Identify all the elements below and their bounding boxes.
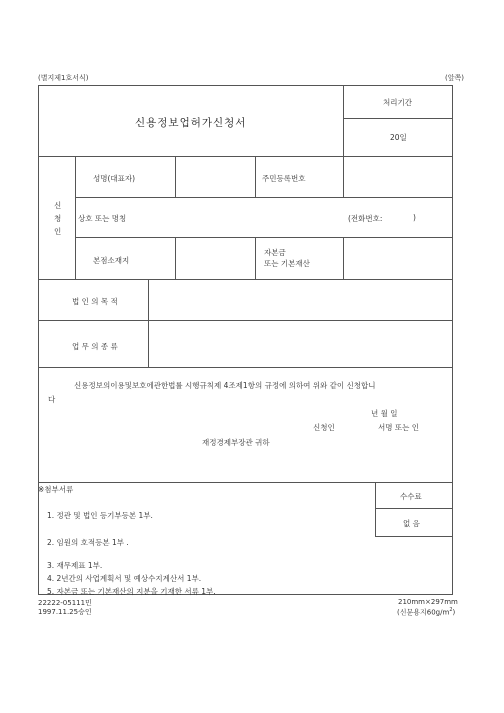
- page-side-label: (앞쪽): [445, 74, 464, 82]
- paper-size: 210mm×297mm: [398, 598, 458, 606]
- declaration-text: 신용정보의이용및보호에관한법률 시행규칙제 4조제1항의 규정에 의하여 위와 같이 신청합니: [74, 381, 376, 390]
- attachment-item-2: 2. 임원의 호적등본 1부 .: [47, 538, 129, 547]
- form-number: (별지제1호서식): [38, 74, 89, 82]
- attachment-item-4: 4. 2년간의 사업계획서 및 예상수지계산서 1부.: [47, 574, 202, 583]
- declaration-text-end: 다: [48, 395, 56, 404]
- form-code: 22222-05111민: [38, 599, 92, 607]
- attachments-heading: ※첨부서류: [38, 485, 74, 494]
- corporate-purpose-label: 법 인 의 목 적: [72, 297, 118, 306]
- fee-value: 없 음: [403, 519, 420, 528]
- head-office-label: 본점소재지: [93, 256, 130, 265]
- fee-label: 수수료: [400, 492, 422, 501]
- applicant-label-1: 신: [54, 201, 62, 210]
- processing-period-label: 처리기간: [383, 98, 412, 107]
- approval-date: 1997.11.25승인: [38, 608, 92, 616]
- attachment-item-3: 3. 재무제표 1부.: [47, 561, 103, 570]
- phone-label: (전화번호:: [348, 214, 383, 223]
- capital-or-asset-label: 또는 기본재산: [264, 259, 310, 268]
- name-label: 성명(대표자): [93, 174, 136, 183]
- applicant-sign-label: 신청인: [313, 423, 335, 432]
- applicant-label-2: 청: [54, 214, 62, 223]
- form-title: 신용정보업허가신청서: [135, 117, 247, 129]
- business-type-label: 업 무 의 종 류: [72, 342, 118, 351]
- recipient-line: 재정경제부장관 귀하: [202, 438, 270, 447]
- processing-period-value: 20일: [390, 133, 407, 142]
- attachment-item-1: 1. 정관 및 법인 등기부등본 1부.: [47, 511, 153, 520]
- phone-close: ): [413, 213, 416, 222]
- date-line: 년 월 일: [371, 409, 398, 418]
- paper-spec: (신문용지$60g/m^2$): [397, 607, 456, 617]
- company-name-label: 상호 또는 명칭: [78, 214, 127, 223]
- resident-number-label: 주민등록번호: [262, 174, 306, 183]
- applicant-label-3: 인: [54, 227, 62, 236]
- signature-label: 서명 또는 인: [378, 423, 419, 432]
- attachment-item-5: 5. 자본금 또는 기본재산의 지분을 기재한 서류 1부.: [47, 587, 216, 596]
- capital-label: 자본금: [264, 248, 286, 257]
